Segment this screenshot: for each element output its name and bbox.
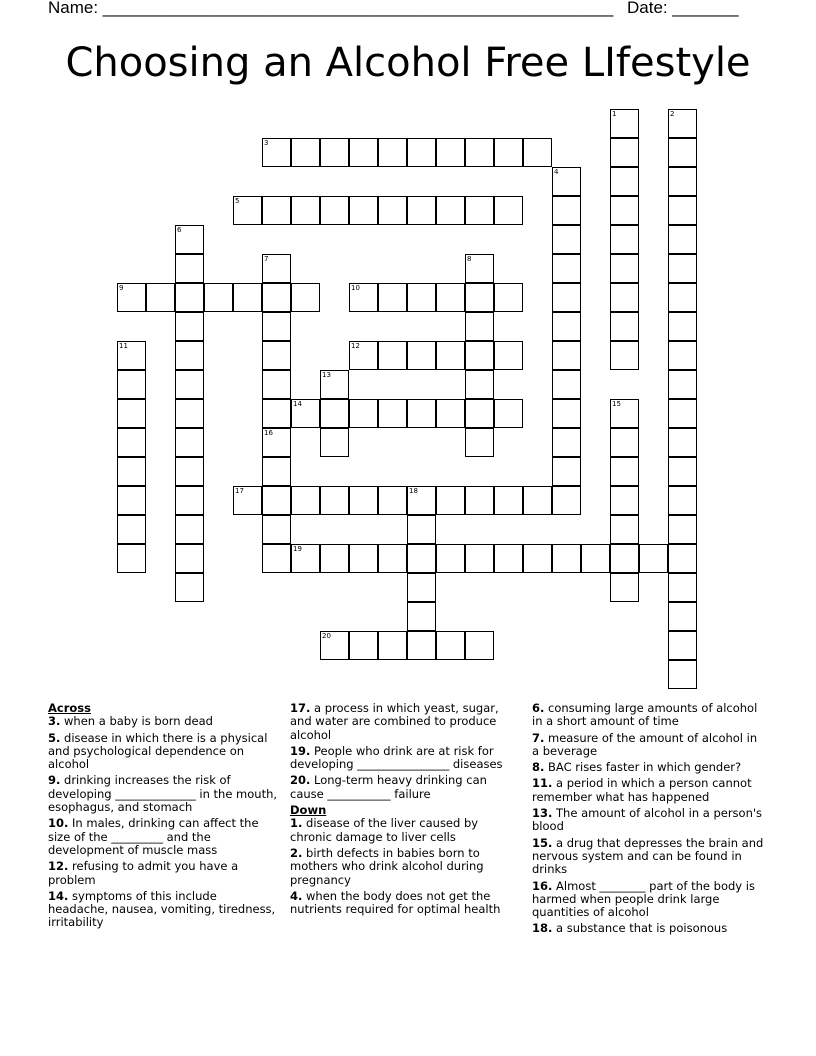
clue [532, 837, 767, 877]
clue-number: 19 [293, 545, 302, 553]
grid-cell[interactable] [523, 486, 552, 515]
clue-text: a drug that depresses the brain and nervous system and can be found in drinks [532, 835, 764, 877]
grid-cell[interactable] [349, 544, 378, 573]
clue-num: 19. [290, 743, 311, 758]
grid-cell[interactable] [262, 283, 291, 312]
grid-cell[interactable] [175, 573, 204, 602]
grid-cell[interactable] [668, 283, 697, 312]
grid-cell[interactable] [175, 254, 204, 283]
clue-num: 4. [290, 888, 303, 903]
grid-cell[interactable] [668, 660, 697, 689]
grid-cell[interactable] [117, 428, 146, 457]
clue [48, 732, 278, 772]
grid-cell[interactable] [262, 399, 291, 428]
grid-cell[interactable] [668, 544, 697, 573]
grid-cell[interactable] [668, 196, 697, 225]
clue-text: consuming large amounts of alcohol in a short amount of time [532, 701, 758, 729]
grid-cell[interactable] [117, 544, 146, 573]
grid-cell[interactable] [175, 370, 204, 399]
grid-cell[interactable] [175, 457, 204, 486]
clue [532, 702, 767, 729]
clue-text: Long-term heavy drinking can cause ___________ failure [290, 773, 487, 801]
grid-cell[interactable] [407, 341, 436, 370]
grid-cell[interactable] [262, 457, 291, 486]
clue-num: 11. [532, 776, 553, 791]
grid-cell[interactable] [523, 544, 552, 573]
clue [532, 761, 767, 774]
grid-cell[interactable] [349, 486, 378, 515]
grid-cell[interactable] [523, 138, 552, 167]
grid-cell[interactable] [465, 341, 494, 370]
clue [532, 880, 767, 920]
grid-cell[interactable] [175, 399, 204, 428]
grid-cell[interactable] [668, 428, 697, 457]
across-clue-list-continued [290, 702, 522, 801]
clue-text: birth defects in babies born to mothers who drink alcohol during pregnancy [290, 845, 484, 887]
date-label: Date: [627, 0, 673, 17]
name-label: Name: [48, 0, 103, 17]
grid-cell[interactable] [552, 283, 581, 312]
grid-cell[interactable] [552, 225, 581, 254]
grid-cell[interactable] [552, 196, 581, 225]
grid-cell[interactable] [117, 399, 146, 428]
grid-cell[interactable] [407, 399, 436, 428]
clue-number: 11 [119, 342, 128, 350]
clue [532, 732, 767, 759]
clue-number: 8 [467, 255, 472, 263]
grid-cell[interactable] [407, 138, 436, 167]
grid-cell[interactable] [436, 283, 465, 312]
down-heading: Down [290, 803, 327, 818]
grid-cell[interactable] [320, 428, 349, 457]
grid-cell[interactable] [262, 544, 291, 573]
grid-cell[interactable] [610, 167, 639, 196]
clue-number: 16 [264, 429, 273, 437]
grid-cell[interactable] [117, 457, 146, 486]
grid-cell[interactable] [494, 486, 523, 515]
grid-cell[interactable] [378, 544, 407, 573]
grid-cell[interactable] [175, 428, 204, 457]
clue [48, 817, 278, 857]
date-line[interactable]: _______ [672, 0, 739, 17]
grid-cell[interactable] [668, 486, 697, 515]
clue [48, 890, 278, 930]
grid-cell[interactable] [378, 196, 407, 225]
grid-cell[interactable] [349, 399, 378, 428]
grid-cell[interactable] [668, 312, 697, 341]
grid-cell[interactable] [668, 341, 697, 370]
grid-cell[interactable] [320, 399, 349, 428]
grid-cell[interactable] [378, 399, 407, 428]
clue-number: 1 [612, 110, 617, 118]
grid-cell[interactable] [465, 399, 494, 428]
grid-cell[interactable] [552, 312, 581, 341]
grid-cell[interactable] [552, 428, 581, 457]
grid-cell[interactable] [378, 631, 407, 660]
grid-cell[interactable] [436, 631, 465, 660]
grid-cell[interactable] [349, 196, 378, 225]
down-clue-list-continued [532, 702, 767, 936]
grid-cell[interactable] [610, 428, 639, 457]
clue-num: 7. [532, 730, 545, 745]
grid-cell[interactable] [494, 196, 523, 225]
across-clue-list [48, 715, 278, 929]
grid-cell[interactable] [552, 457, 581, 486]
grid-cell[interactable] [436, 544, 465, 573]
clue-num: 15. [532, 835, 553, 850]
clue [290, 745, 522, 772]
grid-cell[interactable] [175, 544, 204, 573]
clues-column-3 [532, 702, 767, 939]
grid-cell[interactable] [668, 602, 697, 631]
grid-cell[interactable] [610, 196, 639, 225]
grid-cell[interactable] [639, 544, 668, 573]
clue-text: Almost ________ part of the body is harmed when people drink large quantities of alcohol [532, 878, 755, 920]
grid-cell[interactable] [175, 341, 204, 370]
grid-cell[interactable] [320, 544, 349, 573]
grid-cell[interactable] [494, 399, 523, 428]
grid-cell[interactable] [610, 515, 639, 544]
clue-num: 20. [290, 773, 311, 788]
clue-number: 20 [322, 632, 331, 640]
grid-cell[interactable] [668, 254, 697, 283]
clue-number: 7 [264, 255, 269, 263]
page-title: Choosing an Alcohol Free LIfestyle [65, 40, 751, 86]
clue-text: a period in which a person cannot remember what has happened [532, 776, 752, 804]
grid-cell[interactable] [668, 515, 697, 544]
grid-cell[interactable] [465, 138, 494, 167]
clue-number: 6 [177, 226, 182, 234]
grid-cell[interactable] [436, 196, 465, 225]
grid-cell[interactable] [407, 283, 436, 312]
grid-cell[interactable] [465, 631, 494, 660]
clue-text: measure of the amount of alcohol in a beverage [532, 730, 758, 758]
grid-cell[interactable] [668, 370, 697, 399]
grid-cell[interactable] [668, 573, 697, 602]
grid-cell[interactable] [262, 515, 291, 544]
grid-cell[interactable] [668, 399, 697, 428]
clue-number: 14 [293, 400, 302, 408]
clue-num: 5. [48, 730, 61, 745]
clue-number: 3 [264, 139, 269, 147]
clue [532, 777, 767, 804]
clue [48, 715, 278, 728]
grid-cell[interactable] [436, 341, 465, 370]
grid-cell[interactable] [320, 138, 349, 167]
clue-number: 4 [554, 168, 559, 176]
grid-cell[interactable] [291, 196, 320, 225]
grid-cell[interactable] [465, 428, 494, 457]
grid-cell[interactable] [668, 631, 697, 660]
grid-cell[interactable] [117, 486, 146, 515]
clue-text: when a baby is born dead [60, 714, 213, 729]
clue-num: 18. [532, 921, 553, 936]
clue-text: when the body does not get the nutrients required for optimal health [290, 888, 501, 917]
grid-cell[interactable] [610, 138, 639, 167]
grid-cell[interactable] [465, 544, 494, 573]
grid-cell[interactable] [175, 283, 204, 312]
clue-text: BAC rises faster in which gender? [544, 760, 742, 775]
grid-cell[interactable] [146, 283, 175, 312]
grid-cell[interactable] [204, 283, 233, 312]
clue-num: 13. [532, 806, 553, 821]
grid-cell[interactable] [175, 312, 204, 341]
grid-cell[interactable] [262, 196, 291, 225]
clue-text: symptoms of this include headache, nausea, vomiting, tiredness, irritability [48, 888, 276, 930]
grid-cell[interactable] [262, 312, 291, 341]
grid-cell[interactable] [610, 312, 639, 341]
grid-cell[interactable] [407, 573, 436, 602]
grid-cell[interactable] [349, 138, 378, 167]
grid-cell[interactable] [552, 399, 581, 428]
grid-cell[interactable] [175, 486, 204, 515]
clue-num: 12. [48, 859, 69, 874]
grid-cell[interactable] [668, 457, 697, 486]
clue-num: 2. [290, 845, 303, 860]
grid-cell[interactable] [552, 254, 581, 283]
grid-cell[interactable] [436, 138, 465, 167]
clue-num: 8. [532, 760, 545, 775]
clue [532, 922, 767, 935]
grid-cell[interactable] [262, 370, 291, 399]
grid-cell[interactable] [610, 573, 639, 602]
grid-cell[interactable] [378, 341, 407, 370]
grid-cell[interactable] [407, 544, 436, 573]
grid-cell[interactable] [378, 283, 407, 312]
clues-column-2 [290, 702, 522, 919]
clue [290, 774, 522, 801]
clue-number: 2 [670, 110, 675, 118]
clue-text: In males, drinking can affect the size of the _________ and the development of muscle mass [48, 816, 259, 857]
grid-cell[interactable] [436, 399, 465, 428]
clues-column-1 [48, 702, 278, 933]
grid-cell[interactable] [668, 167, 697, 196]
grid-cell[interactable] [407, 515, 436, 544]
grid-cell[interactable] [378, 486, 407, 515]
clue [290, 817, 522, 844]
clue [48, 774, 278, 814]
grid-cell[interactable] [407, 631, 436, 660]
grid-cell[interactable] [552, 341, 581, 370]
grid-cell[interactable] [610, 486, 639, 515]
clue-text: The amount of alcohol in a person's blood [532, 806, 763, 834]
grid-cell[interactable] [117, 370, 146, 399]
clue [532, 807, 767, 834]
clue-text: disease of the liver caused by chronic damage to liver cells [290, 816, 479, 844]
clue-num: 17. [290, 701, 311, 715]
grid-cell[interactable] [320, 486, 349, 515]
down-clue-list [290, 817, 522, 916]
grid-cell[interactable] [291, 138, 320, 167]
clue-num: 16. [532, 878, 553, 893]
grid-cell[interactable] [378, 138, 407, 167]
clue-num: 1. [290, 816, 303, 831]
grid-cell[interactable] [465, 283, 494, 312]
clue-number: 15 [612, 400, 621, 408]
grid-cell[interactable] [552, 544, 581, 573]
grid-cell[interactable] [320, 196, 349, 225]
grid-cell[interactable] [494, 341, 523, 370]
clue-num: 3. [48, 714, 61, 729]
clue-number: 9 [119, 284, 124, 292]
name-line[interactable]: ______________________________________________________ [102, 0, 614, 17]
grid-cell[interactable] [465, 312, 494, 341]
grid-cell[interactable] [291, 486, 320, 515]
clue-text: a substance that is poisonous [552, 921, 728, 936]
clue-text: People who drink are at risk for developing ________________ diseases [290, 743, 503, 772]
clue-num: 9. [48, 773, 61, 788]
grid-cell[interactable] [610, 544, 639, 573]
clue-text: a process in which yeast, sugar, and water are combined to produce alcohol [290, 701, 499, 742]
grid-cell[interactable] [262, 341, 291, 370]
grid-cell[interactable] [552, 370, 581, 399]
grid-cell[interactable] [668, 225, 697, 254]
clue-num: 14. [48, 888, 69, 903]
clue-number: 10 [351, 284, 360, 292]
grid-cell[interactable] [494, 283, 523, 312]
grid-cell[interactable] [175, 515, 204, 544]
clue-number: 18 [409, 487, 418, 495]
clue-text: disease in which there is a physical and psychological dependence on alcohol [48, 730, 268, 772]
grid-cell[interactable] [610, 457, 639, 486]
grid-cell[interactable] [494, 138, 523, 167]
clue-text: refusing to admit you have a problem [48, 859, 239, 887]
grid-cell[interactable] [610, 283, 639, 312]
grid-cell[interactable] [117, 515, 146, 544]
clue-number: 17 [235, 487, 244, 495]
grid-cell[interactable] [465, 196, 494, 225]
grid-cell[interactable] [581, 544, 610, 573]
grid-cell[interactable] [465, 370, 494, 399]
grid-cell[interactable] [436, 486, 465, 515]
grid-cell[interactable] [233, 283, 262, 312]
grid-cell[interactable] [610, 225, 639, 254]
grid-cell[interactable] [291, 283, 320, 312]
clue-num: 6. [532, 701, 545, 715]
across-heading: Across [48, 701, 91, 715]
grid-cell[interactable] [610, 254, 639, 283]
grid-cell[interactable] [349, 631, 378, 660]
grid-cell[interactable] [668, 138, 697, 167]
grid-cell[interactable] [407, 196, 436, 225]
grid-cell[interactable] [407, 602, 436, 631]
clue [290, 890, 522, 917]
clue-num: 10. [48, 816, 69, 831]
clue [48, 860, 278, 887]
clue [290, 847, 522, 887]
grid-cell[interactable] [465, 486, 494, 515]
grid-cell[interactable] [552, 486, 581, 515]
clue-number: 5 [235, 197, 240, 205]
grid-cell[interactable] [262, 486, 291, 515]
clue-number: 13 [322, 371, 331, 379]
clue-text: drinking increases the risk of developing ______________ in the mouth, esophagus, and stomach [48, 773, 278, 815]
clue [290, 702, 522, 742]
clue-number: 12 [351, 342, 360, 350]
grid-cell[interactable] [494, 544, 523, 573]
grid-cell[interactable] [610, 341, 639, 370]
